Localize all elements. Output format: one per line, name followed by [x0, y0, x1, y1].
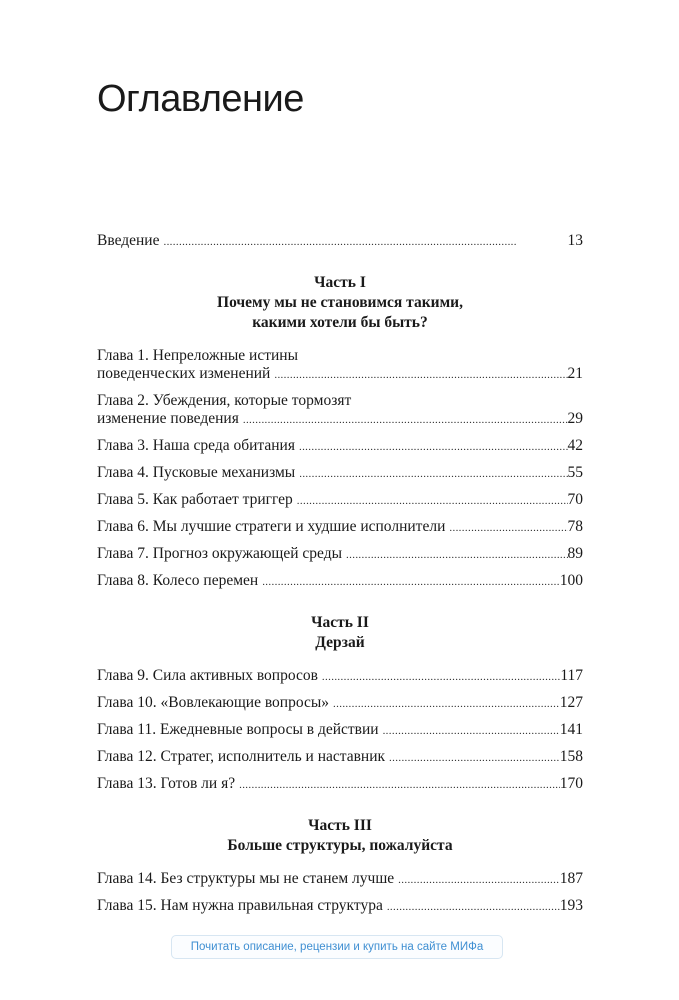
toc-page-number: 78	[567, 518, 583, 535]
toc-entry-chapter-13[interactable]	[97, 775, 583, 794]
part-heading-3	[97, 816, 583, 856]
dot-leader	[239, 776, 560, 794]
dot-leader	[299, 465, 567, 483]
part-subtitle: какими хотели бы быть?	[252, 314, 428, 331]
dot-leader	[389, 749, 560, 767]
toc-entry-title-cont: изменение поведения	[97, 410, 239, 427]
toc-entry-title: Глава 3. Наша среда обитания	[97, 437, 295, 454]
toc-page-number: 127	[559, 694, 583, 711]
part-label: Часть III	[308, 817, 372, 834]
toc-entry-chapter-11[interactable]	[97, 721, 583, 740]
toc-page-number: 55	[567, 464, 583, 481]
toc-page-number: 170	[559, 775, 583, 792]
dot-leader	[274, 366, 567, 384]
toc-entry-intro[interactable]	[97, 232, 583, 251]
toc-entry-title: Глава 1. Непреложные истины	[97, 347, 299, 364]
toc-page-number: 100	[559, 572, 583, 589]
toc-entry-chapter-4[interactable]	[97, 464, 583, 483]
dot-leader	[262, 573, 560, 591]
toc-entry-chapter-7[interactable]	[97, 545, 583, 564]
part-subtitle: Почему мы не становимся такими,	[217, 294, 463, 311]
toc-entry-chapter-9[interactable]	[97, 667, 583, 686]
dot-leader	[297, 492, 568, 510]
toc-page-number: 187	[559, 870, 583, 887]
part-subtitle: Дерзай	[315, 634, 365, 651]
toc-entry-chapter-6[interactable]	[97, 518, 583, 537]
dot-leader	[346, 546, 567, 564]
toc-entry-chapter-10[interactable]	[97, 694, 583, 713]
part-label: Часть I	[314, 274, 366, 291]
toc-page-number: 158	[559, 748, 583, 765]
dot-leader	[333, 695, 560, 713]
part-subtitle: Больше структуры, пожалуйста	[227, 837, 453, 854]
toc-entry-chapter-1[interactable]	[97, 347, 583, 384]
toc-entry-title: Глава 4. Пусковые механизмы	[97, 464, 296, 481]
dot-leader	[322, 668, 560, 686]
toc-page-number: 70	[567, 491, 583, 508]
toc-entry-title-cont: поведенческих изменений	[97, 365, 271, 382]
toc-entry-chapter-2[interactable]	[97, 392, 583, 429]
toc-entry-title: Глава 8. Колесо перемен	[97, 572, 259, 589]
dot-leader	[383, 722, 560, 740]
dot-leader	[243, 411, 568, 429]
toc-entry-chapter-3[interactable]	[97, 437, 583, 456]
toc-entry-title: Глава 9. Сила активных вопросов	[97, 667, 318, 684]
toc-page-number: 89	[567, 545, 583, 562]
toc-entry-chapter-8[interactable]	[97, 572, 583, 591]
toc-entry-chapter-12[interactable]	[97, 748, 583, 767]
toc-entry-chapter-14[interactable]	[97, 870, 583, 889]
toc-entry-chapter-5[interactable]	[97, 491, 583, 510]
dot-leader	[387, 898, 560, 916]
toc-entry-title: Глава 2. Убеждения, которые тормозят	[97, 392, 352, 409]
toc-entry-title: Глава 13. Готов ли я?	[97, 775, 236, 792]
toc-entry-title: Глава 7. Прогноз окружающей среды	[97, 545, 343, 562]
dot-leader	[449, 519, 567, 537]
toc-entry-title: Глава 11. Ежедневные вопросы в действии	[97, 721, 379, 738]
toc-page-number: 193	[559, 897, 583, 914]
toc-entry-title: Глава 10. «Вовлекающие вопросы»	[97, 694, 330, 711]
dot-leader	[398, 871, 560, 889]
toc-page-number: 21	[567, 365, 583, 382]
toc-entry-title: Глава 12. Стратег, исполнитель и наставник	[97, 748, 386, 765]
part-heading-1	[97, 273, 583, 333]
toc-entry-title: Глава 5. Как работает триггер	[97, 491, 293, 508]
toc-page-number: 42	[567, 437, 583, 454]
toc-entry-chapter-15[interactable]	[97, 897, 583, 916]
toc-page-number: 29	[567, 410, 583, 427]
part-label: Часть II	[311, 614, 369, 631]
toc-entry-title: Глава 14. Без структуры мы не станем лучше	[97, 870, 395, 887]
toc-page-number: 141	[559, 721, 583, 738]
table-of-contents	[97, 232, 583, 924]
dot-leader	[163, 233, 567, 251]
page-title: Оглавление	[97, 78, 304, 120]
dot-leader	[299, 438, 568, 456]
toc-entry-title: Глава 15. Нам нужна правильная структура	[97, 897, 383, 914]
toc-page-number: 117	[560, 667, 583, 684]
toc-entry-title: Введение	[97, 232, 160, 249]
buy-on-mif-link[interactable]: Почитать описание, рецензии и купить на сайте МИФа	[171, 935, 503, 959]
part-heading-2	[97, 613, 583, 653]
toc-entry-title: Глава 6. Мы лучшие стратеги и худшие исполнители	[97, 518, 446, 535]
toc-page-number: 13	[567, 232, 583, 249]
